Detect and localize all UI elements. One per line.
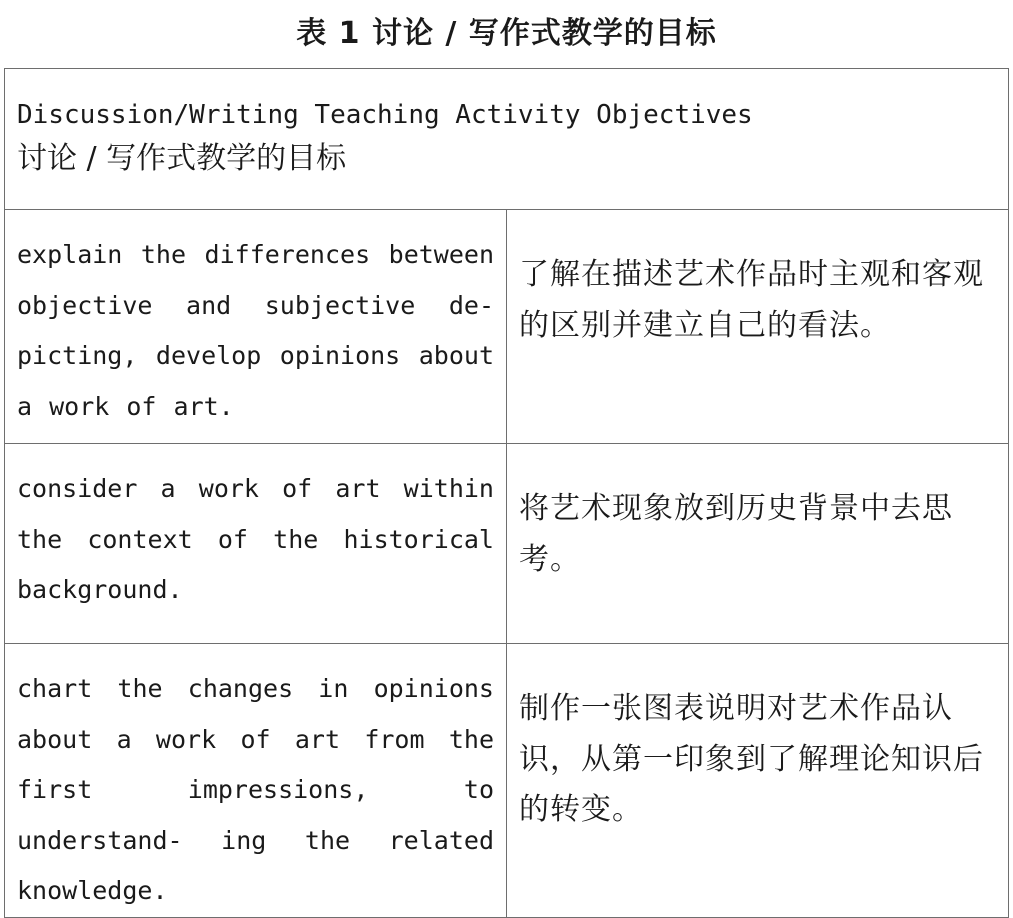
- objective-chinese: 制作一张图表说明对艺术作品认识，从第一印象到了解理论知识后的转变。: [519, 691, 984, 827]
- chinese-cell: [507, 444, 1009, 644]
- objectives-table: [4, 68, 1009, 918]
- objective-chinese: 将艺术现象放到历史背景中去思考。: [519, 491, 953, 577]
- table-row: [5, 444, 1009, 644]
- english-cell: [5, 644, 507, 918]
- chinese-cell: [507, 210, 1009, 444]
- header-english: Discussion/Writing Teaching Activity Objectives: [17, 100, 753, 130]
- table-row: [5, 210, 1009, 444]
- objective-english: consider a work of art within the context of the historical background.: [17, 474, 494, 604]
- english-cell: [5, 210, 507, 444]
- chinese-cell: [507, 644, 1009, 918]
- objective-english: chart the changes in opinions about a work of art from the first impressions, to understand- ing the related knowledge.: [17, 674, 494, 905]
- objective-english: explain the differences between objective and subjective de- picting, develop opinions about a work of art.: [17, 240, 494, 421]
- table-row: [5, 644, 1009, 918]
- english-cell: [5, 444, 507, 644]
- table-header-cell: [5, 69, 1009, 210]
- header-chinese: 讨论 / 写作式教学的目标: [17, 141, 347, 176]
- objective-chinese: 了解在描述艺术作品时主观和客观的区别并建立自己的看法。: [519, 257, 984, 343]
- table-caption: 表 1 讨论 / 写作式教学的目标: [296, 16, 717, 51]
- table-header-row: [5, 69, 1009, 210]
